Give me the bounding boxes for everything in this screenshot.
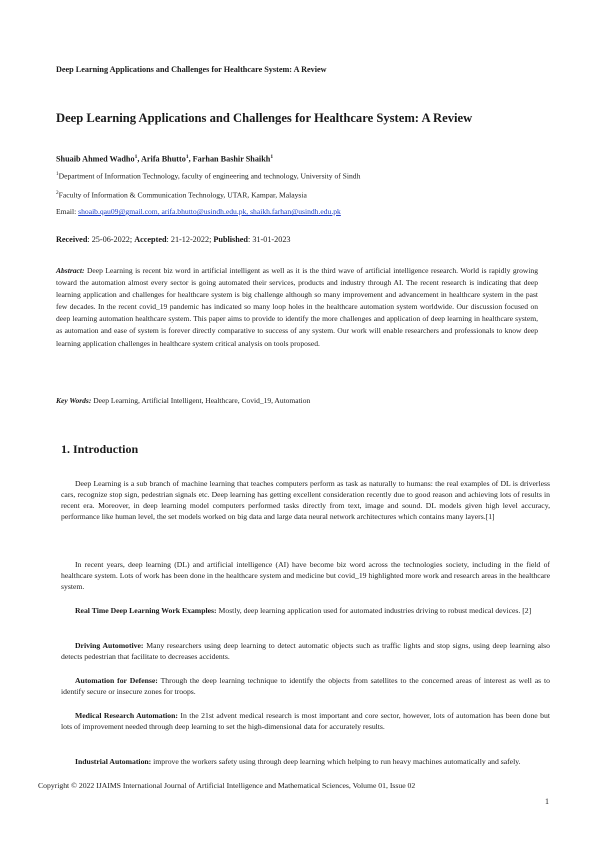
page-number: 1	[545, 797, 549, 806]
paragraph-lead: Industrial Automation:	[75, 757, 152, 766]
page-footer: Copyright © 2022 IJAIMS International Journal of Artificial Intelligence and Mathematical Sciences, Volume 01, Issue 02	[38, 781, 416, 790]
body-paragraph	[61, 478, 550, 522]
email-links[interactable]: shoaib.qau09@gmail.com, arifa.bhutto@usindh.edu.pk, shaikh.farhan@usindh.edu.pk	[78, 207, 341, 216]
paragraph-text: Mostly, deep learning application used for automated industries driving to robust medical devices. [2]	[216, 606, 532, 615]
paragraph-lead: Medical Research Automation:	[75, 711, 178, 720]
keywords-label: Key Words:	[56, 396, 92, 405]
affiliation	[56, 190, 307, 200]
body-paragraph	[61, 640, 550, 662]
accepted-date: 21-12-2022	[170, 235, 210, 244]
keywords-text: Deep Learning, Artificial Intelligent, Healthcare, Covid_19, Automation	[93, 396, 311, 405]
section-heading: 1. Introduction	[61, 442, 139, 456]
running-head: Deep Learning Applications and Challenges for Healthcare System: A Review	[56, 65, 327, 74]
paragraph-lead: Driving Automotive:	[75, 641, 144, 650]
paragraph-lead: Real Time Deep Learning Work Examples:	[75, 606, 217, 615]
body-paragraph	[61, 559, 550, 592]
published-label: Published	[213, 235, 248, 244]
author-affiliation-sup: 1	[134, 154, 138, 160]
affiliation-sup: 1	[56, 171, 59, 177]
affiliation-sup: 2	[56, 190, 59, 196]
author-name: Farhan Bashir Shaikh	[192, 154, 271, 164]
body-paragraph	[61, 710, 550, 732]
email-label: Email:	[56, 207, 77, 216]
affiliation-text: Faculty of Information & Communication Technology, UTAR, Kampar, Malaysia	[58, 190, 307, 200]
abstract-label: Abstract:	[56, 266, 85, 275]
received-label: Received	[56, 235, 88, 244]
author-name: Shuaib Ahmed Wadho	[56, 154, 135, 164]
affiliation	[56, 171, 360, 181]
paragraph-text: Many researchers using deep learning to detect automatic objects such as traffic lights and stop signs, using deep learning also detects pedestrian that facilitate to decreases accidents.	[61, 641, 550, 662]
body-paragraph	[61, 675, 550, 697]
body-paragraph	[61, 756, 550, 767]
paragraph-text: improve the workers safety using through deep learning which helping to run heavy machines automatically and safely.	[151, 757, 521, 766]
keywords	[56, 396, 310, 405]
author-list: Shuaib Ahmed Wadho$^1$, Arifa Bhutto$^1$, Farhan Bashir Shaikh$^1$	[56, 154, 274, 164]
paragraph-text: Through the deep learning technique to identify the objects from satellites to the concerned areas of interest as well as to identify secure or insecure zones for troops.	[61, 676, 550, 697]
paragraph-text: Deep Learning is a sub branch of machine learning that teaches computers perform as task as naturally to humans: the real examples of DL is driverless cars, recognize stop sign, pedestrian signals etc. Deep learning has getting excellent consideration recently due to good reason and achieving lots of results in recent era. Moreover, in deep learning model computers performed tasks directly from text, image and sound. DL models given high level accuracy, performance like human level, the set models worked on big data and large data neural network architectures which contains many layers.[1]	[61, 479, 550, 522]
paragraph-text: In the 21st advent medical research is most important and core sector, however, lots of automation has been done but lots of improvement needed through deep learning to set the high-dimensional data for accurately results.	[61, 711, 550, 732]
affiliation-text: Department of Information Technology, faculty of engineering and technology, University of Sindh	[58, 171, 361, 181]
received-date: 25-06-2022	[91, 235, 130, 244]
paper-title: Deep Learning Applications and Challenges for Healthcare System: A Review	[56, 111, 473, 125]
author-name: Arifa Bhutto	[141, 154, 186, 164]
publication-dates: Received: 25-06-2022; Accepted: 21-12-2022; Published: 31-01-2023	[56, 235, 291, 244]
published-date: 31-01-2023	[252, 235, 291, 244]
accepted-label: Accepted	[134, 235, 167, 244]
abstract	[56, 265, 538, 350]
author-affiliation-sup: 1	[185, 154, 189, 160]
paragraph-lead: Automation for Defense:	[75, 676, 158, 685]
body-paragraph	[61, 605, 550, 616]
author-affiliation-sup: 1	[270, 154, 274, 160]
abstract-text: Deep Learning is recent biz word in artificial intelligent as well as it is the third wave of artificial intelligence research. World is rapidly growing toward the automation almost every sector is going automated their services, products and industry through AI. The recent research is indicating that deep learning application and challenges for healthcare system is big challenge although so many improvement and advancement in healthcare system in the past few decades. In the recent covid_19 pandemic has indicated so many loop holes in the healthcare automation system worldwide. Our discussion focused on deep learning automation healthcare system. This paper aims to provide to identify the more challenges and application of deep learning in healthcare system, as automation and ease of system is forever directly comparative to success of any system. Our work will enable researchers and professionals to know deep learning application challenges in healthcare system critical analysis on tools proposed.	[56, 266, 538, 348]
paragraph-text: In recent years, deep learning (DL) and artificial intelligence (AI) have become biz word across the technologies society, including in the field of healthcare system. Lots of work has been done in the healthcare system and medicine but covid_19 highlighted more work and research areas in the healthcare system.	[61, 560, 550, 592]
email-line	[56, 207, 341, 216]
